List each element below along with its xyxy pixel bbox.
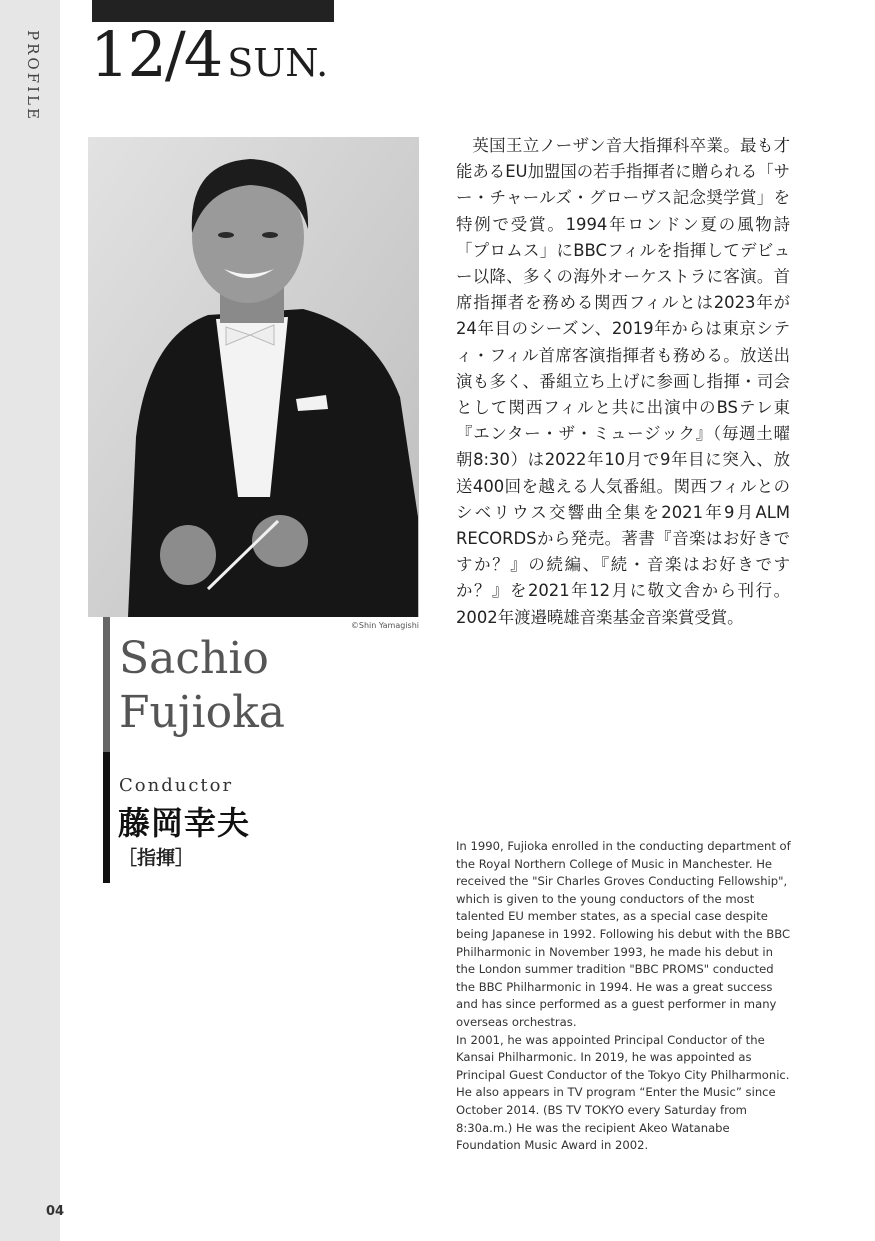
- japanese-name: 藤岡幸夫: [118, 804, 251, 842]
- portrait-image: [88, 137, 419, 617]
- side-strip: [0, 0, 65, 1241]
- concert-date: [90, 18, 329, 91]
- date-day: 12/4: [90, 18, 222, 91]
- biography-english: [456, 838, 792, 1155]
- role-english: Conductor: [119, 775, 234, 796]
- first-name: Sachio: [119, 633, 269, 684]
- last-name: Fujioka: [119, 687, 285, 738]
- section-label: PROFILE: [24, 30, 42, 122]
- bio-paragraph: In 1990, Fujioka enrolled in the conducting department of the Royal Northern College of Music in Manchester. He received the "Sir Charles Groves Conducting Fellowship", which is given to the young conductors of the most talented EU member states, as a special case despite being Japanese in 1992. Following his debut with the BBC Philharmonic in November 1993, he made his debut in the London summer tradition "BBC PROMS" conducted the BBC Philharmonic in 1994. He was a great success and has since performed as a guest performer in many overseas orchestras.: [456, 839, 791, 1029]
- english-name: [119, 632, 285, 740]
- role-japanese: ［指揮］: [118, 847, 195, 869]
- bio-paragraph: In 2001, he was appointed Principal Conductor of the Kansai Philharmonic. In 2019, he was appointed as Principal Guest Conductor of the Tokyo City Philharmonic. He also appears in TV program “Enter the Music” since October 2014. (BS TV TOKYO every Saturday from 8:30a.m.) He was the recipient Akeo Watanabe Foundation Music Award in 2002.: [456, 1032, 790, 1153]
- conductor-photo: [88, 137, 419, 617]
- accent-bar: [103, 617, 110, 883]
- date-weekday: SUN.: [227, 41, 329, 85]
- page-number: 04: [46, 1204, 65, 1219]
- biography-japanese: 英国王立ノーザン音大指揮科卒業。最も才能あるEU加盟国の若手指揮者に贈られる「サー・チャールズ・グローヴス記念奨学賞」を特例で受賞。1994年ロンドン夏の風物詩「プロムス」にBBCフィルを指揮してデビュー以降、多くの海外オーケストラに客演。首席指揮者を務める関西フィルとは2023年が24年目のシーズン、2019年からは東京シティ・フィル首席客演指揮者も務める。放送出演も多く、番組立ち上げに参画し指揮・司会として関西フィルと共に出演中のBSテレ東『エンター・ザ・ミュージック』（毎週土曜朝8:30）は2022年10月で9年目に突入、放送400回を越える人気番組。関西フィルとのシベリウス交響曲全集を2021年9月ALM RECORDSから発売。著書『音楽はお好きですか？』の続編、『続・音楽はお好きですか？』を2021年12月に敬文舎から刊行。2002年渡邉曉雄音楽基金音楽賞受賞。: [456, 136, 790, 627]
- photo-credit: ©Shin Yamagishi: [350, 621, 419, 630]
